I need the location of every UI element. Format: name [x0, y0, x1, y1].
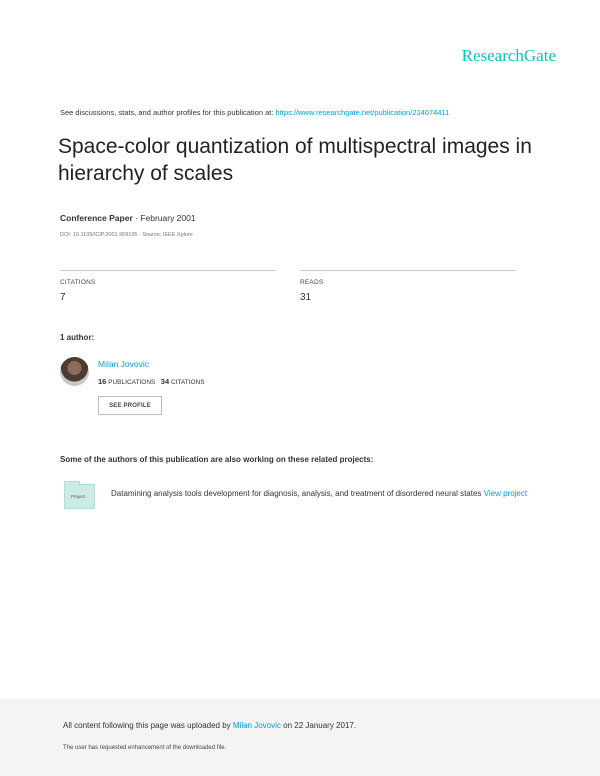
reads-stat [300, 270, 516, 303]
footer-upload-suffix: on 22 January 2017. [280, 721, 357, 730]
author-stats [98, 377, 205, 386]
footer-upload-prefix: All content following this page was uploaded by [63, 721, 233, 730]
project-text: Datamining analysis tools development for diagnosis, analysis, and treatment of disordered neural states [111, 489, 484, 498]
authors-heading: 1 author: [60, 333, 95, 342]
reads-label: READS [300, 279, 324, 286]
project-thumb-label: Project [71, 494, 86, 499]
publication-date: · February 2001 [132, 213, 196, 223]
footer [0, 699, 600, 776]
author-avatar[interactable] [60, 357, 89, 386]
view-project-link[interactable]: View project [483, 489, 528, 498]
footer-upload-line [63, 721, 356, 730]
citations-label: CITATIONS [60, 279, 96, 286]
publication-title: Space-color quantization of multispectral images in hierarchy of scales [58, 135, 532, 185]
researchgate-logo[interactable]: ResearchGate [461, 46, 556, 65]
see-profile-button[interactable]: SEE PROFILE [98, 396, 162, 415]
discussion-prefix: See discussions, stats, and author profiles for this publication at: [60, 108, 274, 117]
footer-note: The user has requested enhancement of the downloaded file. [63, 745, 227, 751]
publication-url-link[interactable]: https://www.researchgate.net/publication/224074411 [275, 108, 450, 117]
project-folder-icon[interactable] [64, 484, 95, 509]
author-name-link[interactable]: Milan Jovovic [98, 359, 150, 369]
publication-type: Conference Paper [60, 213, 133, 223]
author-publications-count: 16 [98, 377, 107, 386]
author-citations-label: CITATIONS [170, 379, 205, 386]
reads-value: 31 [300, 292, 312, 303]
citations-stat [60, 270, 276, 303]
citations-value: 7 [60, 292, 66, 303]
related-projects-heading: Some of the authors of this publication are also working on these related projects: [60, 455, 374, 464]
discussion-line [60, 108, 449, 117]
publication-meta [60, 213, 196, 223]
author-publications-label: PUBLICATIONS [108, 379, 156, 386]
author-citations-count: 34 [160, 377, 170, 386]
publication-doi: DOI: 10.1109/ICIP.2001.959195 · Source: IEEE Xplore [60, 232, 193, 238]
project-description [111, 486, 531, 501]
uploader-link[interactable]: Milan Jovovic [232, 721, 281, 730]
